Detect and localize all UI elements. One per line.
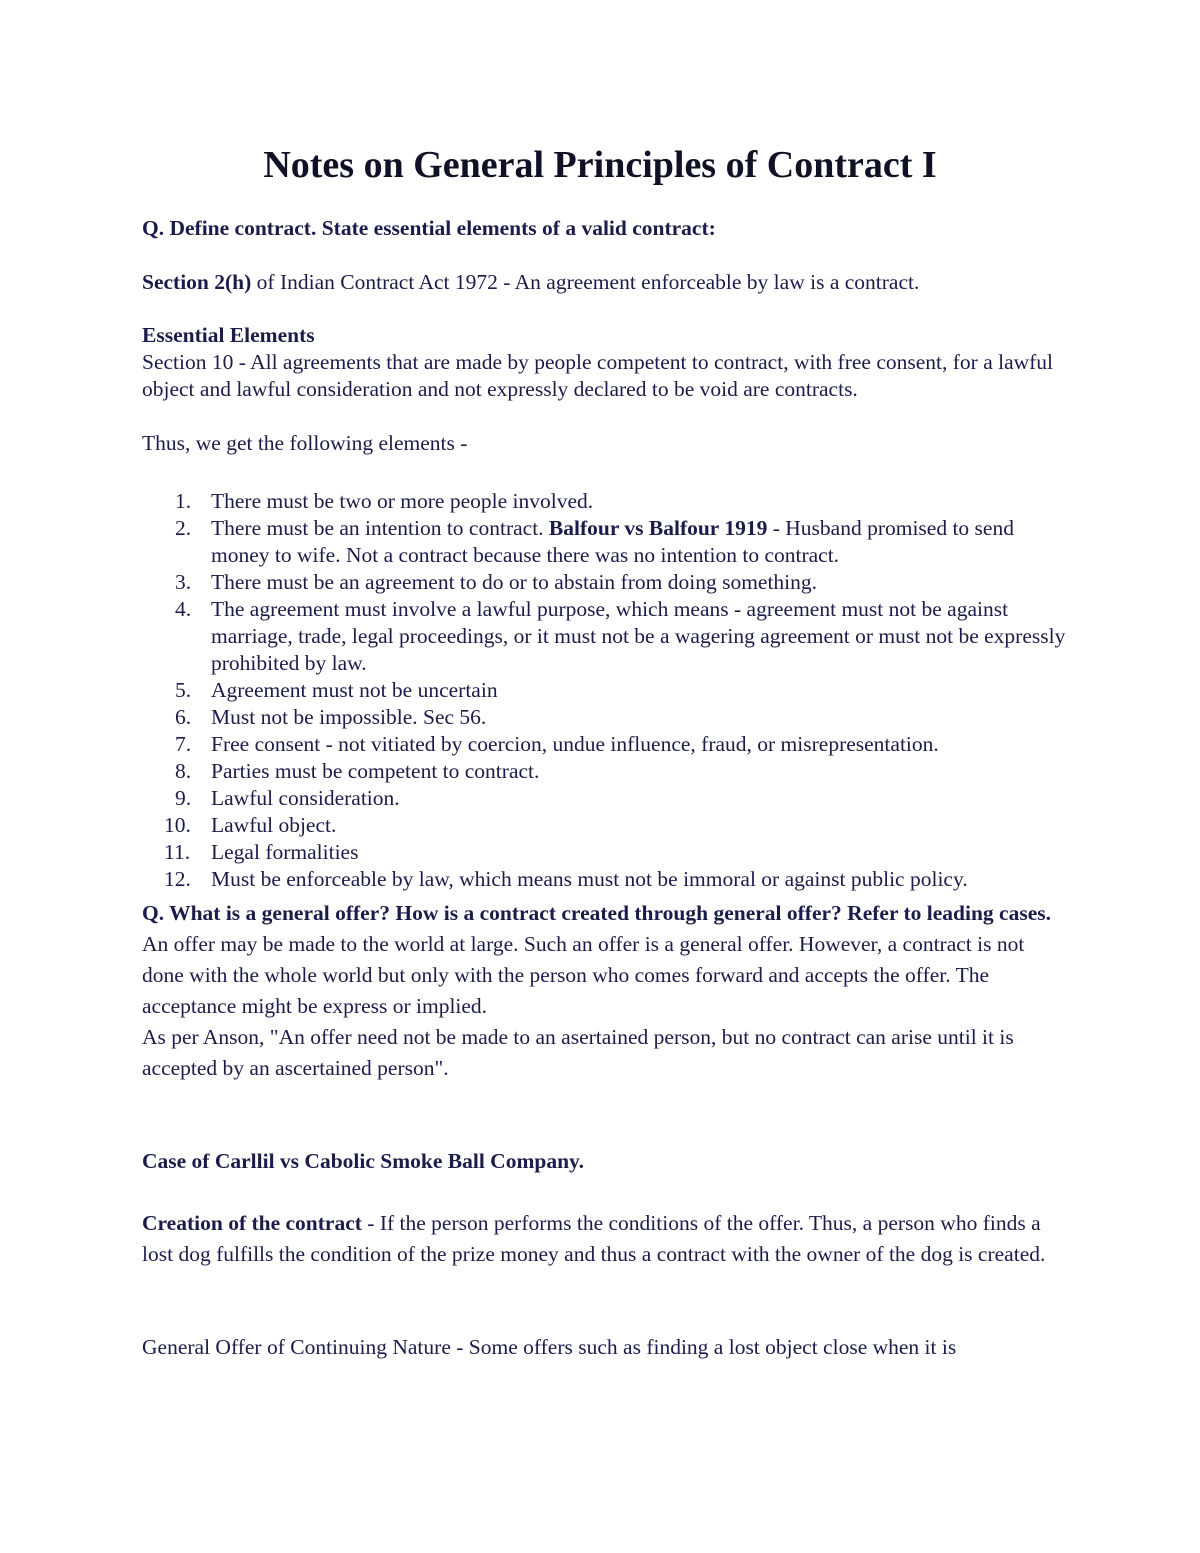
case-name: Balfour vs Balfour 1919 — [548, 516, 768, 540]
list-text: Lawful consideration. — [211, 786, 400, 810]
section-2h-text: of Indian Contract Act 1972 - An agreement enforceable by law is a contract. — [251, 270, 920, 294]
section-2h-label: Section 2(h) — [142, 270, 252, 294]
list-number: 9. — [175, 786, 192, 810]
list-number: 1. — [175, 489, 192, 513]
general-offer-text: An offer may be made to the world at large. Such an offer is a general offer. However, a contract is not done with the whole world but only with the person who comes forward and accepts the offer. The acceptance might be express or implied. — [142, 932, 1025, 1018]
list-item — [142, 488, 1067, 515]
case-heading-block — [142, 1146, 1067, 1177]
list-item — [142, 758, 1067, 785]
page-title: Notes on General Principles of Contract I — [263, 144, 937, 186]
list-item — [142, 704, 1067, 731]
elements-list — [142, 488, 1067, 893]
list-number: 4. — [175, 597, 192, 621]
continuing-paragraph — [142, 1332, 1067, 1363]
list-item — [142, 515, 1067, 569]
creation-paragraph — [142, 1208, 1067, 1270]
list-text: The agreement must involve a lawful purpose, which means - agreement must not be against marriage, trade, legal proceedings, or it must not be a wagering agreement or must not be expressly prohibited by law. — [211, 597, 1066, 675]
list-number: 10. — [164, 813, 191, 837]
list-text: Must be enforceable by law, which means must not be immoral or against public policy. — [211, 867, 968, 891]
continuing-text: General Offer of Continuing Nature - Some offers such as finding a lost object close when it is — [142, 1335, 957, 1359]
list-text: There must be two or more people involved. — [211, 489, 594, 513]
list-text: Parties must be competent to contract. — [211, 759, 540, 783]
list-item — [142, 596, 1067, 677]
list-number: 8. — [175, 759, 192, 783]
list-text-after: - Husband promised to send money to wife. Not a contract because there was no intention to contract. — [211, 516, 1014, 567]
list-item — [142, 569, 1067, 596]
creation-text: - If the person performs the conditions of the offer. Thus, a person who finds a lost dog fulfills the condition of the prize money and thus a contract with the owner of the dog is created. — [142, 1211, 1046, 1266]
general-offer-section — [142, 898, 1067, 1084]
list-number: 7. — [175, 732, 192, 756]
list-text: Lawful object. — [211, 813, 337, 837]
list-text: There must be an agreement to do or to abstain from doing something. — [211, 570, 818, 594]
thus-paragraph — [142, 430, 1067, 457]
anson-quote: As per Anson, "An offer need not be made to an asertained person, but no contract can arise until it is accepted by an ascertained person". — [142, 1025, 1014, 1080]
list-number: 6. — [175, 705, 192, 729]
section-10-text: Section 10 - All agreements that are made by people competent to contract, with free consent, for a lawful object and lawful consideration and not expressly declared to be void are contracts. — [142, 350, 1054, 401]
list-number: 12. — [164, 867, 191, 891]
essential-elements-heading: Essential Elements — [142, 323, 315, 347]
list-item — [142, 812, 1067, 839]
list-text: There must be an intention to contract. — [211, 516, 549, 540]
list-number: 5. — [175, 678, 192, 702]
creation-label: Creation of the contract — [142, 1211, 362, 1235]
list-text: Free consent - not vitiated by coercion, undue influence, fraud, or misrepresentation. — [211, 732, 939, 756]
list-text: Legal formalities — [211, 840, 359, 864]
list-item — [142, 785, 1067, 812]
question-1-text: Q. Define contract. State essential elements of a valid contract: — [142, 216, 716, 240]
question-1 — [142, 215, 1067, 242]
list-item — [142, 866, 1067, 893]
list-number: 3. — [175, 570, 192, 594]
list-text: Must not be impossible. Sec 56. — [211, 705, 487, 729]
list-item — [142, 839, 1067, 866]
essential-elements-section — [142, 322, 1067, 403]
section-2h-paragraph — [142, 269, 1067, 296]
question-2-text: Q. What is a general offer? How is a contract created through general offer? Refer to leading cases. — [142, 901, 1051, 925]
list-text: Agreement must not be uncertain — [211, 678, 498, 702]
list-number: 11. — [164, 840, 191, 864]
list-number: 2. — [175, 516, 192, 540]
thus-text: Thus, we get the following elements - — [142, 431, 468, 455]
case-heading: Case of Carllil vs Cabolic Smoke Ball Company. — [142, 1149, 584, 1173]
list-item — [142, 731, 1067, 758]
list-item — [142, 677, 1067, 704]
